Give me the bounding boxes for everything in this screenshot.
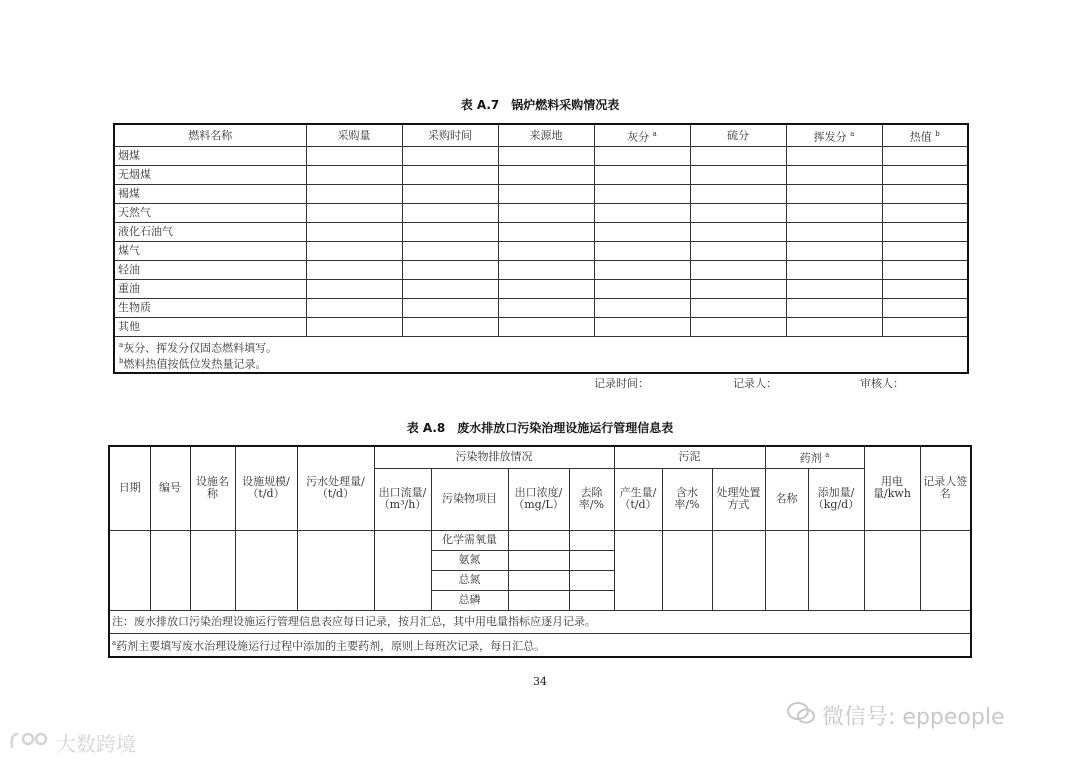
header-chemical-dose: 添加量/（kg/d） [808,468,864,530]
empty-cell [690,223,786,242]
empty-cell [690,185,786,204]
empty-cell [306,147,402,166]
header-sludge-output: 产生量/（t/d） [614,468,662,530]
fuel-name-cell: 轻油 [114,261,306,280]
empty-cell [594,242,690,261]
brand-logo-icon [8,728,52,757]
empty-cell [594,280,690,299]
empty-cell [690,147,786,166]
header-disposal-method: 处理处置方式 [712,468,765,530]
empty-cell [402,242,498,261]
header-sulfur: 硫分 [690,124,786,147]
table-row [114,185,968,204]
empty-cell [786,185,882,204]
empty-cell [402,299,498,318]
empty-cell [882,318,968,337]
empty-cell [594,318,690,337]
header-purchase-amount: 采购量 [306,124,402,147]
header-purchase-time: 采购时间 [402,124,498,147]
pollutant-total-nitrogen: 总氮 [431,570,508,590]
table-a8-title: 表 A.8 废水排放口污染治理设施运行管理信息表 [406,421,674,435]
empty-cell [786,261,882,280]
table-row [114,318,968,337]
empty-cell [594,166,690,185]
table-row [114,166,968,185]
fuel-name-cell: 天然气 [114,204,306,223]
page-number: 34 [533,675,547,688]
empty-cell [690,166,786,185]
header-date: 日期 [109,446,150,530]
empty-cell [402,261,498,280]
header-ash: 灰分 $^a$ [594,124,690,147]
table-row [114,280,968,299]
header-facility-scale: 设施规模/（t/d） [235,446,297,530]
empty-cell [594,147,690,166]
table-header-row [114,124,968,147]
header-group-chemical: 药剂 $^a$ [765,446,864,468]
empty-cell [594,185,690,204]
empty-cell [690,261,786,280]
header-treated-volume: 污水处理量/（t/d） [297,446,374,530]
empty-cell [498,166,594,185]
fuel-name-cell: 液化石油气 [114,223,306,242]
header-power: 用电量/kwh [864,446,920,530]
empty-cell [786,147,882,166]
empty-cell [882,280,968,299]
empty-cell [786,223,882,242]
table-row [114,223,968,242]
empty-cell [690,280,786,299]
t8-note-row-2 [109,633,971,657]
empty-cell [786,204,882,223]
pollutant-cod: 化学需氧量 [431,530,508,550]
empty-cell [306,280,402,299]
header-group-discharge: 污染物排放情况 [374,446,614,468]
wastewater-facility-table [108,445,972,658]
empty-cell [498,147,594,166]
empty-cell [402,204,498,223]
table-row [114,299,968,318]
empty-cell [306,223,402,242]
fuel-name-cell: 烟煤 [114,147,306,166]
empty-cell [690,242,786,261]
table-a7-notes [114,337,968,374]
table-a7-title: 表 A.7 锅炉燃料采购情况表 [460,98,620,112]
fuel-name-cell: 褐煤 [114,185,306,204]
fuel-name-cell: 其他 [114,318,306,337]
wechat-icon [786,701,816,731]
header-group-sludge: 污泥 [614,446,765,468]
empty-cell [882,299,968,318]
empty-cell [402,280,498,299]
empty-cell [786,242,882,261]
empty-cell [498,242,594,261]
header-removal-rate: 去除率/% [569,468,614,530]
header-facility-name: 设施名称 [190,446,235,530]
header-heat-value: 热值 $^b$ [882,124,968,147]
pollutant-total-phosphorus: 总磷 [431,590,508,610]
empty-cell [594,204,690,223]
reviewer-label: 审核人： [860,377,904,390]
empty-cell [306,318,402,337]
pollutant-ammonia: 氨氮 [431,550,508,570]
notes-cell: $^a$灰分、挥发分仅固态燃料填写。 $^b$燃料热值按低位发热量记录。 [114,337,968,374]
empty-cell [498,299,594,318]
empty-cell [498,204,594,223]
empty-cell [306,204,402,223]
fuel-name-cell: 生物质 [114,299,306,318]
table-row [114,147,968,166]
empty-cell [306,299,402,318]
empty-cell [498,223,594,242]
empty-cell [402,318,498,337]
empty-cell [306,242,402,261]
fuel-name-cell: 无烟煤 [114,166,306,185]
empty-cell [690,299,786,318]
record-time-label: 记录时间： [594,377,649,390]
header-origin: 来源地 [498,124,594,147]
empty-cell [402,166,498,185]
empty-cell [498,318,594,337]
table-row [114,242,968,261]
empty-cell [786,318,882,337]
empty-cell [402,147,498,166]
fuel-name-cell: 重油 [114,280,306,299]
empty-cell [882,147,968,166]
t8-note-row-1 [109,610,971,633]
fuel-name-cell: 煤气 [114,242,306,261]
header-outlet-concentration: 出口浓度/（mg/L） [508,468,569,530]
empty-cell [594,223,690,242]
t8-header-row-1 [109,446,971,468]
empty-cell [594,299,690,318]
table-row [109,530,971,550]
empty-cell [402,223,498,242]
empty-cell [882,204,968,223]
header-fuel-name: 燃料名称 [114,124,306,147]
empty-cell [882,261,968,280]
empty-cell [594,261,690,280]
brand-watermark: 大数跨境 [8,728,136,757]
empty-cell [786,299,882,318]
fuel-purchase-table [113,123,969,374]
empty-cell [882,242,968,261]
header-chemical-name: 名称 [765,468,808,530]
empty-cell [306,261,402,280]
t8-note-2: $^a$药剂主要填写废水治理设施运行过程中添加的主要药剂，原则上每班次记录，每日汇总。 [109,633,971,657]
empty-cell [306,185,402,204]
empty-cell [498,261,594,280]
empty-cell [882,185,968,204]
header-recorder-signature: 记录人签名 [920,446,971,530]
empty-cell [786,166,882,185]
empty-cell [498,280,594,299]
recorder-label: 记录人： [733,377,777,390]
empty-cell [306,166,402,185]
header-volatile: 挥发分 $^a$ [786,124,882,147]
empty-cell [882,166,968,185]
header-water-content: 含水率/% [662,468,712,530]
table-row [114,204,968,223]
header-id: 编号 [150,446,190,530]
header-outlet-flow: 出口流量/（m³/h） [374,468,431,530]
header-pollutant-item: 污染物项目 [431,468,508,530]
empty-cell [786,280,882,299]
empty-cell [882,223,968,242]
t8-note-1: 注：废水排放口污染治理设施运行管理信息表应每日记录，按月汇总，其中用电量指标应逐月记录。 [109,610,971,633]
wechat-watermark: 微信号: eppeople [786,700,1004,731]
empty-cell [498,185,594,204]
empty-cell [402,185,498,204]
empty-cell [690,204,786,223]
table-row [114,261,968,280]
empty-cell [690,318,786,337]
